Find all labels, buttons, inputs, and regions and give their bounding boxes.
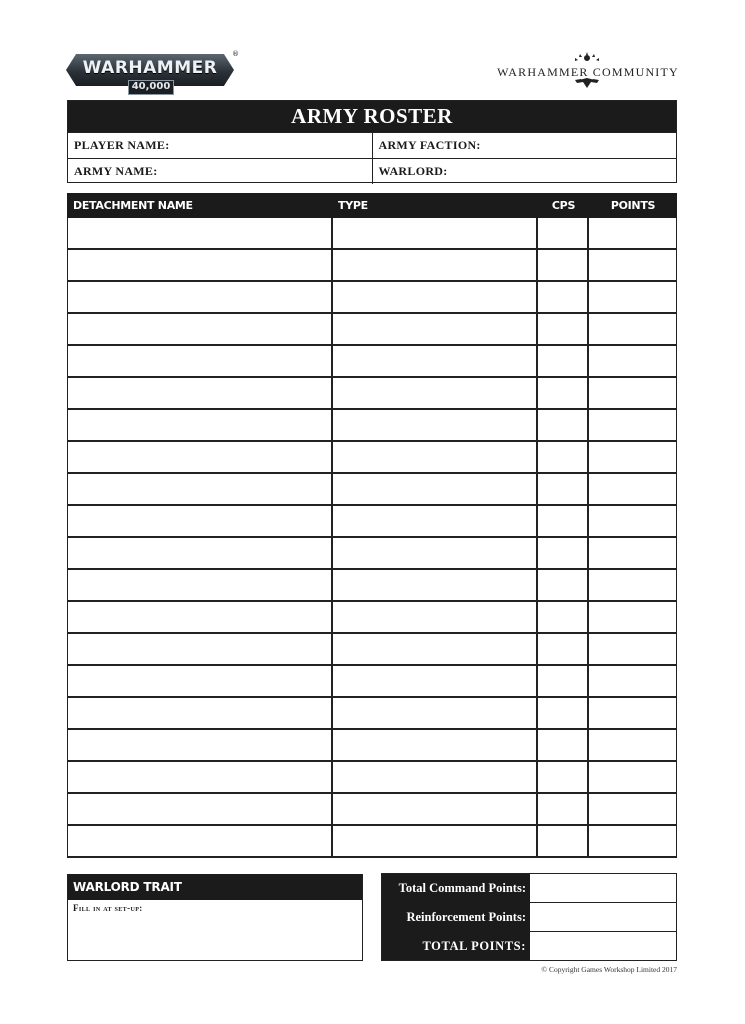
detachment-name-cell[interactable]: [68, 666, 331, 696]
type-cell[interactable]: [331, 634, 536, 664]
points-cell[interactable]: [587, 538, 676, 568]
points-cell[interactable]: [587, 378, 676, 408]
cps-cell[interactable]: [536, 698, 587, 728]
header-type: TYPE: [338, 199, 368, 212]
cps-cell[interactable]: [536, 602, 587, 632]
warlord-trait-hint[interactable]: Fill in at set-up:: [73, 903, 143, 913]
detachment-name-cell[interactable]: [68, 602, 331, 632]
points-cell[interactable]: [587, 730, 676, 760]
warlord-trait-box: [67, 874, 363, 961]
table-row: [68, 442, 676, 474]
table-row: [68, 826, 676, 858]
cps-cell[interactable]: [536, 442, 587, 472]
reinforcement-points-field[interactable]: [530, 903, 676, 932]
player-name-field[interactable]: PLAYER NAME:: [74, 138, 170, 152]
type-cell[interactable]: [331, 826, 536, 856]
header-points: POINTS: [610, 199, 656, 212]
points-cell[interactable]: [587, 314, 676, 344]
points-cell[interactable]: [587, 442, 676, 472]
points-cell[interactable]: [587, 474, 676, 504]
points-cell[interactable]: [587, 506, 676, 536]
cps-cell[interactable]: [536, 506, 587, 536]
type-cell[interactable]: [331, 602, 536, 632]
header-detachment-name: DETACHMENT NAME: [73, 199, 193, 212]
table-row: [68, 378, 676, 410]
detachment-name-cell[interactable]: [68, 218, 331, 248]
table-row: [68, 794, 676, 826]
table-row: [68, 634, 676, 666]
table-row: [68, 250, 676, 282]
type-cell[interactable]: [331, 314, 536, 344]
points-cell[interactable]: [587, 634, 676, 664]
copyright-notice: © Copyright Games Workshop Limited 2017: [541, 965, 677, 974]
type-cell[interactable]: [331, 698, 536, 728]
table-row: [68, 346, 676, 378]
warlord-trait-title: WARLORD TRAIT: [68, 874, 362, 900]
type-cell[interactable]: [331, 346, 536, 376]
header-cps: CPS: [551, 199, 576, 212]
table-row: [68, 506, 676, 538]
army-faction-field[interactable]: ARMY FACTION:: [372, 133, 677, 158]
cps-cell[interactable]: [536, 474, 587, 504]
detachment-table-header: [67, 193, 677, 218]
detachment-name-cell[interactable]: [68, 794, 331, 824]
type-cell[interactable]: [331, 730, 536, 760]
cps-cell[interactable]: [536, 218, 587, 248]
detachment-name-cell[interactable]: [68, 314, 331, 344]
detachment-name-cell[interactable]: [68, 762, 331, 792]
table-row: [68, 762, 676, 794]
detachment-name-cell[interactable]: [68, 570, 331, 600]
cps-cell[interactable]: [536, 282, 587, 312]
detachment-name-cell[interactable]: [68, 634, 331, 664]
total-points-field[interactable]: [530, 932, 676, 960]
table-row: [68, 698, 676, 730]
points-cell[interactable]: [587, 282, 676, 312]
type-cell[interactable]: [331, 570, 536, 600]
type-cell[interactable]: [331, 282, 536, 312]
cps-cell[interactable]: [536, 634, 587, 664]
points-cell[interactable]: [587, 794, 676, 824]
points-cell[interactable]: [587, 602, 676, 632]
table-row: [68, 474, 676, 506]
army-name-field[interactable]: ARMY NAME:: [74, 164, 158, 178]
points-cell[interactable]: [587, 218, 676, 248]
logo-subtitle: 40,000: [128, 80, 174, 95]
detachment-name-cell[interactable]: [68, 378, 331, 408]
roster-row-1: [68, 132, 676, 158]
detachment-name-cell[interactable]: [68, 506, 331, 536]
detachment-name-cell[interactable]: [68, 474, 331, 504]
cps-cell[interactable]: [536, 762, 587, 792]
points-cell[interactable]: [587, 410, 676, 440]
table-row: [68, 570, 676, 602]
type-cell[interactable]: [331, 538, 536, 568]
cps-cell[interactable]: [536, 730, 587, 760]
cps-cell[interactable]: [536, 794, 587, 824]
detachment-name-cell[interactable]: [68, 250, 331, 280]
table-row: [68, 410, 676, 442]
total-command-points-label: Total Command Points:: [398, 881, 526, 895]
roster-row-2: [68, 158, 676, 184]
table-row: [68, 314, 676, 346]
cps-cell[interactable]: [536, 826, 587, 856]
table-row: [68, 730, 676, 762]
detachment-name-cell[interactable]: [68, 698, 331, 728]
detachment-name-cell[interactable]: [68, 346, 331, 376]
cps-cell[interactable]: [536, 410, 587, 440]
type-cell[interactable]: [331, 794, 536, 824]
cps-cell[interactable]: [536, 538, 587, 568]
totals-box: [381, 873, 677, 961]
total-command-points-field[interactable]: [530, 874, 676, 903]
type-cell[interactable]: [331, 666, 536, 696]
cps-cell[interactable]: [536, 314, 587, 344]
points-cell[interactable]: [587, 570, 676, 600]
table-row: [68, 282, 676, 314]
type-cell[interactable]: [331, 218, 536, 248]
detachment-table: [67, 193, 677, 858]
type-cell[interactable]: [331, 250, 536, 280]
points-cell[interactable]: [587, 698, 676, 728]
detachment-name-cell[interactable]: [68, 410, 331, 440]
totals-labels: [382, 874, 530, 960]
detachment-table-body: [67, 218, 677, 858]
cps-cell[interactable]: [536, 666, 587, 696]
points-cell[interactable]: [587, 346, 676, 376]
logo-title: WARHAMMER: [82, 58, 218, 78]
army-roster-header-box: [67, 100, 677, 183]
table-row: [68, 666, 676, 698]
total-points-label: TOTAL POINTS:: [422, 939, 526, 953]
type-cell[interactable]: [331, 378, 536, 408]
cps-cell[interactable]: [536, 378, 587, 408]
warhammer-community-logo: [497, 50, 679, 94]
points-cell[interactable]: [587, 762, 676, 792]
detachment-name-cell[interactable]: [68, 826, 331, 856]
type-cell[interactable]: [331, 410, 536, 440]
logo-trademark: ®: [232, 50, 239, 58]
table-row: [68, 602, 676, 634]
detachment-name-cell[interactable]: [68, 538, 331, 568]
detachment-name-cell[interactable]: [68, 282, 331, 312]
type-cell[interactable]: [331, 474, 536, 504]
points-cell[interactable]: [587, 250, 676, 280]
community-wordmark: WARHAMMER COMMUNITY: [497, 65, 679, 79]
points-cell[interactable]: [587, 826, 676, 856]
totals-values: [530, 874, 676, 960]
detachment-name-cell[interactable]: [68, 730, 331, 760]
table-row: [68, 538, 676, 570]
type-cell[interactable]: [331, 506, 536, 536]
table-row: [68, 218, 676, 250]
type-cell[interactable]: [331, 442, 536, 472]
warhammer-40000-logo: [66, 50, 239, 94]
warlord-field[interactable]: WARLORD:: [372, 159, 677, 184]
page-title: ARMY ROSTER: [68, 101, 676, 132]
type-cell[interactable]: [331, 762, 536, 792]
detachment-name-cell[interactable]: [68, 442, 331, 472]
cps-cell[interactable]: [536, 570, 587, 600]
points-cell[interactable]: [587, 666, 676, 696]
reinforcement-points-label: Reinforcement Points:: [406, 910, 526, 924]
cps-cell[interactable]: [536, 346, 587, 376]
cps-cell[interactable]: [536, 250, 587, 280]
